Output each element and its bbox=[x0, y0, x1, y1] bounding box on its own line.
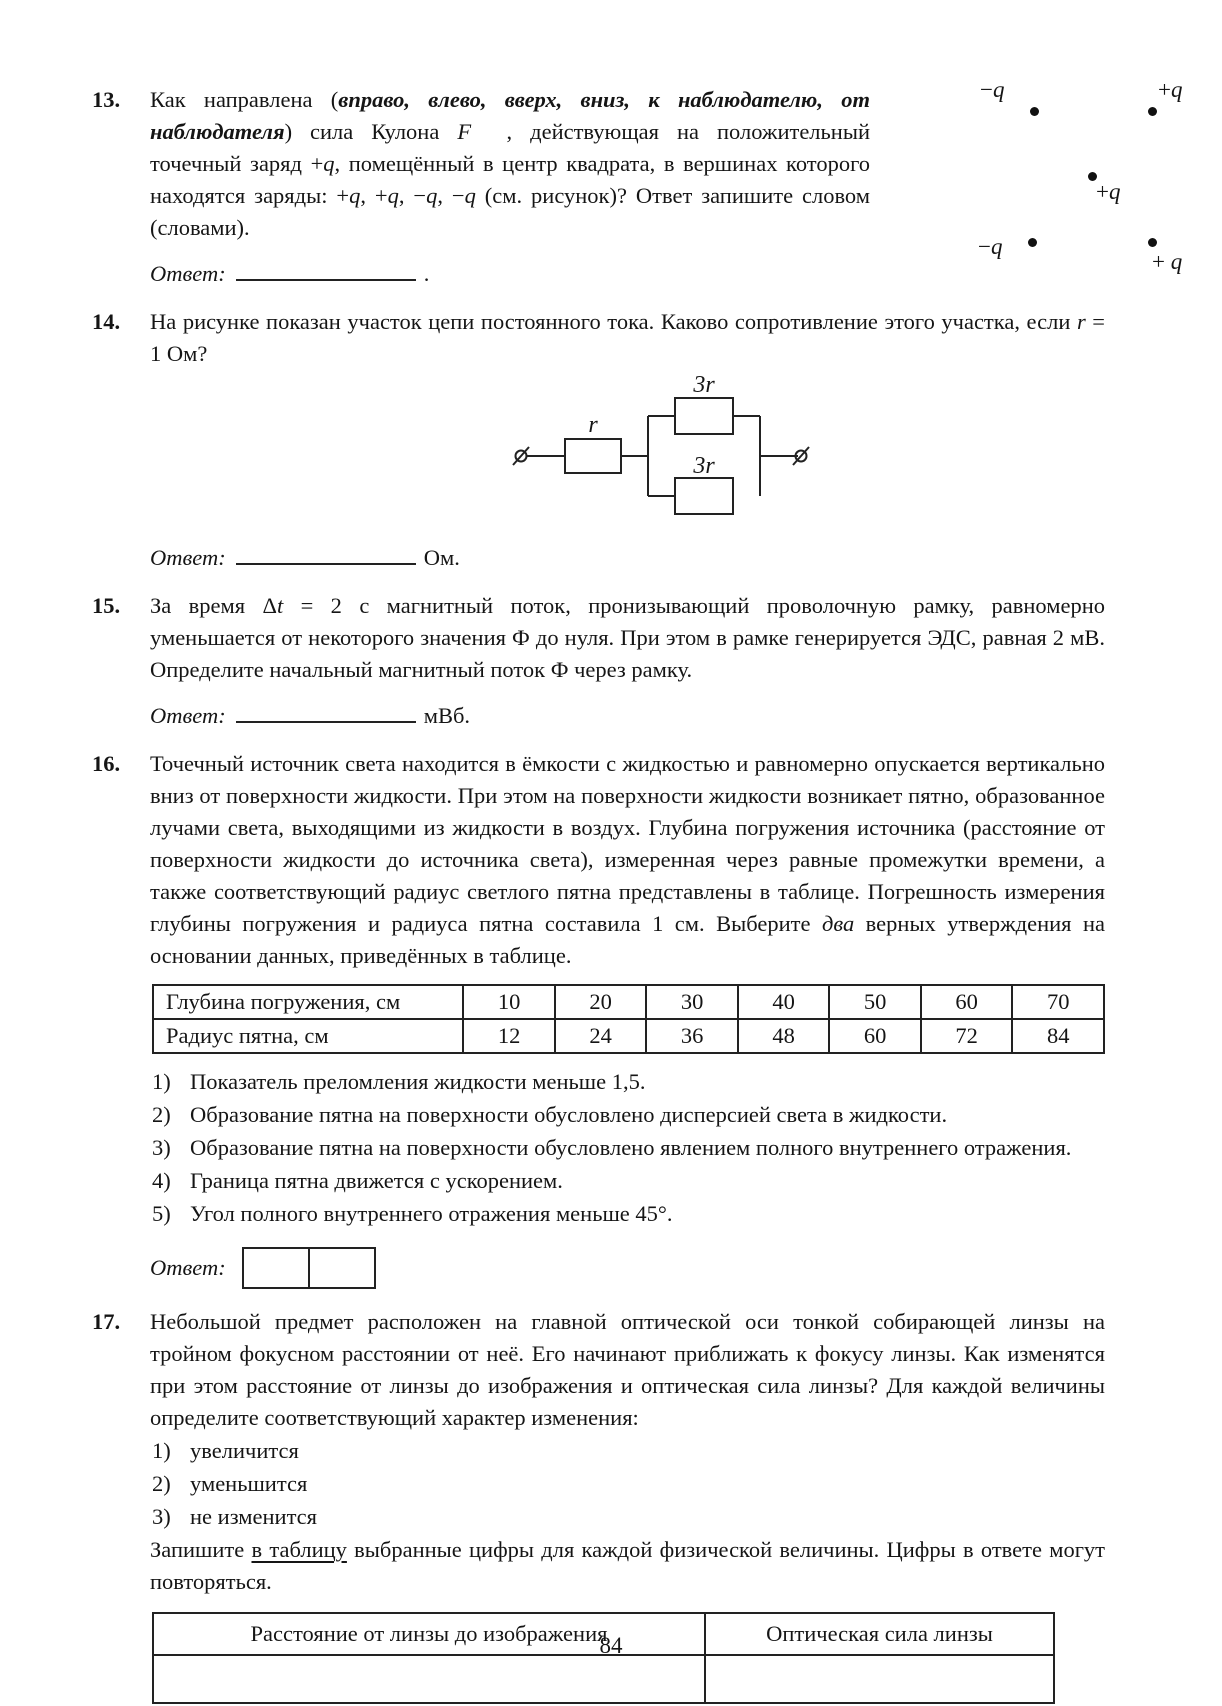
statement-4 bbox=[150, 1165, 1105, 1197]
charge-label-top-right: +q bbox=[1158, 77, 1183, 102]
charge-dot-top-right bbox=[1148, 107, 1157, 116]
answer-line bbox=[150, 542, 1105, 574]
table-cell: 70 bbox=[1012, 985, 1104, 1019]
table-cell: 72 bbox=[921, 1019, 1013, 1053]
problem-text: Точечный источник света находится в ёмкости с жидкостью и равномерно опускается вертикально вниз от поверхности жидкости. При этом на поверхности жидкости возникает пятно, образованное лучами света, выходящими из жидкости в воздух. Глубина погружения источника (расстояние от поверхности жидкости до источника света), измеренная через равные промежутки времени, а также соответствующий радиус светлого пятна представлены в таблице. Погрешность измерения глубины погружения и радиуса пятна составила 1 см. Выберите два верных утверждения на основании данных, приведённых в таблице. bbox=[150, 751, 1105, 968]
row-label: Радиус пятна, см bbox=[153, 1019, 463, 1053]
problem-16 bbox=[92, 748, 1105, 1290]
statement-2 bbox=[150, 1099, 1105, 1131]
resistor-r bbox=[565, 439, 621, 473]
table-cell: 40 bbox=[738, 985, 830, 1019]
option-text: увеличится bbox=[190, 1438, 299, 1463]
answer-cell bbox=[153, 1655, 705, 1703]
problem-number: 14. bbox=[92, 309, 121, 334]
answer-line bbox=[150, 1246, 1105, 1290]
column-header: Оптическая сила линзы bbox=[705, 1613, 1054, 1655]
charge-label-top-left: −q bbox=[980, 77, 1005, 102]
answer-blank bbox=[236, 702, 416, 723]
statement-number: 3) bbox=[152, 1135, 171, 1160]
resistor-3r-bottom bbox=[675, 478, 733, 514]
resistor-3r-top-label: 3r bbox=[693, 376, 715, 398]
charge-dot-bottom-right bbox=[1148, 238, 1157, 247]
answer-blank bbox=[236, 260, 416, 281]
table-empty-row bbox=[153, 1655, 1054, 1703]
problem-text: Небольшой предмет расположен на главной оптической оси тонкой собирающей линзы на тройном фокусном расстоянии от неё. Его начинают приближать к фокусу линзы. Как изменятся при этом расстояние от линзы до изображения и оптическая сила линзы? Для каждой величины определите соответствующий характер изменения: bbox=[150, 1309, 1105, 1430]
charge-label-bottom-right: + q bbox=[1152, 249, 1183, 274]
answer-unit: Ом. bbox=[423, 545, 460, 570]
answer-unit: мВб. bbox=[423, 703, 471, 728]
circuit-diagram bbox=[508, 376, 812, 528]
statement-text: Показатель преломления жидкости меньше 1,5. bbox=[190, 1069, 646, 1094]
charge-label-center: +q bbox=[1096, 179, 1121, 204]
problem-number: 13. bbox=[92, 87, 121, 112]
table-cell: 20 bbox=[555, 985, 647, 1019]
option-2 bbox=[150, 1468, 1105, 1500]
column-header: Расстояние от линзы до изображения bbox=[153, 1613, 705, 1655]
charge-square-diagram bbox=[890, 78, 1202, 278]
answer-cell bbox=[705, 1655, 1054, 1703]
table-cell: 60 bbox=[921, 985, 1013, 1019]
problem-text: Как направлена (вправо, влево, вверх, вниз, к наблюдателю, от наблюдателя) сила Кулона F⃗ , действующая на положительный точечный заряд +q, помещённый в центр квадрата, в вершинах которого находятся заряды: +q, +q, −q, −q (см. рисунок)? Ответ запишите словом (словами). bbox=[150, 87, 870, 240]
answer-label: Ответ: bbox=[150, 545, 226, 570]
table-cell: 48 bbox=[738, 1019, 830, 1053]
page-content bbox=[92, 77, 1183, 1706]
table-row bbox=[153, 985, 1104, 1019]
instruction-text: Запишите в таблицу выбранные цифры для каждой физической величины. Цифры в ответе могут повторяться. bbox=[150, 1537, 1106, 1594]
table-cell: 30 bbox=[646, 985, 738, 1019]
option-number: 1) bbox=[152, 1438, 171, 1463]
answer-box-1 bbox=[242, 1247, 310, 1289]
statement-text: Образование пятна на поверхности обусловлено дисперсией света в жидкости. bbox=[190, 1102, 948, 1127]
problem-number: 17. bbox=[92, 1309, 121, 1334]
table-row bbox=[153, 1019, 1104, 1053]
resistor-3r-bottom-label: 3r bbox=[693, 453, 715, 479]
answer-label: Ответ: bbox=[150, 261, 226, 286]
table-cell: 12 bbox=[463, 1019, 555, 1053]
option-1 bbox=[150, 1435, 1105, 1467]
statement-number: 1) bbox=[152, 1069, 171, 1094]
table-cell: 10 bbox=[463, 985, 555, 1019]
resistor-3r-top bbox=[675, 398, 733, 434]
option-3 bbox=[150, 1501, 1105, 1533]
statement-number: 5) bbox=[152, 1201, 171, 1226]
table-cell: 84 bbox=[1012, 1019, 1104, 1053]
statement-3 bbox=[150, 1132, 1105, 1164]
table-cell: 36 bbox=[646, 1019, 738, 1053]
answer-box-2 bbox=[308, 1247, 376, 1289]
charge-label-bottom-left: −q bbox=[978, 234, 1003, 259]
option-text: не изменится bbox=[190, 1504, 318, 1529]
right-terminal-icon bbox=[793, 447, 809, 465]
problem-14 bbox=[92, 306, 1105, 574]
statement-number: 4) bbox=[152, 1168, 171, 1193]
statement-text: Граница пятна движется с ускорением. bbox=[190, 1168, 563, 1193]
answer-suffix: . bbox=[423, 261, 430, 286]
row-label: Глубина погружения, см bbox=[153, 985, 463, 1019]
table-cell: 24 bbox=[555, 1019, 647, 1053]
statement-text: Угол полного внутреннего отражения меньше 45°. bbox=[190, 1201, 673, 1226]
option-text: уменьшится bbox=[190, 1471, 308, 1496]
page-number: 84 bbox=[599, 1633, 623, 1658]
option-number: 3) bbox=[152, 1504, 171, 1529]
table-cell: 60 bbox=[829, 1019, 921, 1053]
statement-text: Образование пятна на поверхности обусловлено явлением полного внутреннего отражения. bbox=[190, 1135, 1072, 1160]
problem-15 bbox=[92, 590, 1105, 732]
statement-1 bbox=[150, 1066, 1105, 1098]
charge-dot-top-left bbox=[1030, 107, 1039, 116]
option-number: 2) bbox=[152, 1471, 171, 1496]
answer-label: Ответ: bbox=[150, 703, 226, 728]
table-cell: 50 bbox=[829, 985, 921, 1019]
measurement-table bbox=[152, 984, 1105, 1054]
problem-number: 16. bbox=[92, 751, 121, 776]
answer-label: Ответ: bbox=[150, 1255, 226, 1280]
problem-number: 15. bbox=[92, 593, 121, 618]
problem-text: На рисунке показан участок цепи постоянного тока. Каково сопротивление этого участка, если r = 1 Ом? bbox=[150, 309, 1105, 366]
statement-number: 2) bbox=[152, 1102, 171, 1127]
problem-13 bbox=[92, 77, 1183, 290]
answer-blank bbox=[236, 544, 416, 565]
answer-line bbox=[150, 700, 1105, 732]
charge-dot-bottom-left bbox=[1028, 238, 1037, 247]
problem-text: За время Δt = 2 с магнитный поток, пронизывающий проволочную рамку, равномерно уменьшается от некоторого значения Ф до нуля. При этом в рамке генерируется ЭДС, равная 2 мВ. Определите начальный магнитный поток Ф через рамку. bbox=[150, 593, 1105, 682]
resistor-r-label: r bbox=[588, 412, 598, 438]
statement-5 bbox=[150, 1198, 1105, 1230]
